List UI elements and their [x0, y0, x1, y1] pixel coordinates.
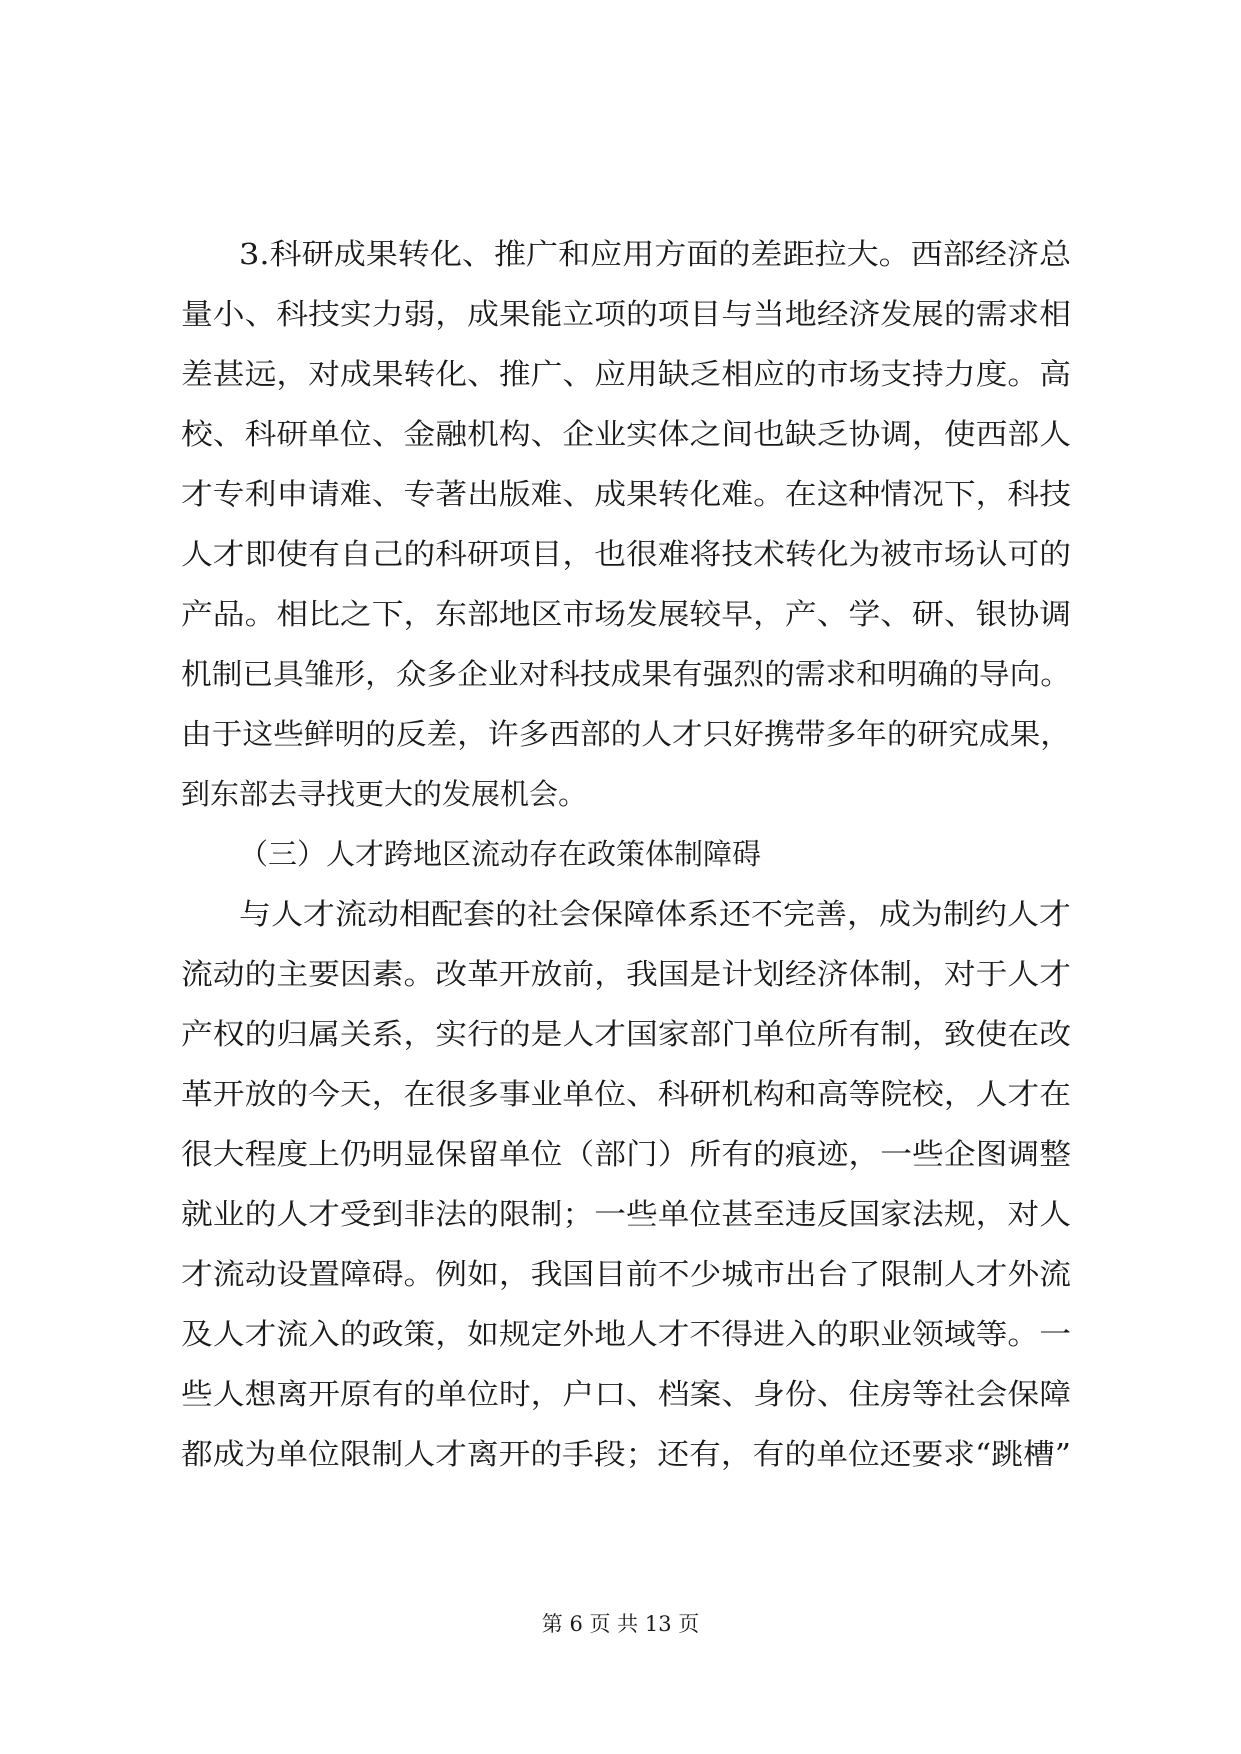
paragraph-line: 才流动设置障碍。例如，我国目前不少城市出台了限制人才外流: [181, 1257, 1071, 1291]
paragraph-line: 就业的人才受到非法的限制；一些单位甚至违反国家法规，对人: [181, 1197, 1071, 1231]
paragraph-2: [181, 884, 1071, 1484]
paragraph-line: 都成为单位限制人才离开的手段；还有，有的单位还要求“跳槽”: [181, 1437, 1071, 1471]
paragraph-line: 由于这些鲜明的反差，许多西部的人才只好携带多年的研究成果，: [181, 717, 1071, 751]
paragraph-line: 产权的归属关系，实行的是人才国家部门单位所有制，致使在改: [181, 1017, 1071, 1051]
paragraph-line: 差甚远，对成果转化、推广、应用缺乏相应的市场支持力度。高: [181, 357, 1071, 391]
paragraph-line: 很大程度上仍明显保留单位（部门）所有的痕迹，一些企图调整: [181, 1137, 1071, 1171]
paragraph-line: 校、科研单位、金融机构、企业实体之间也缺乏协调，使西部人: [181, 417, 1071, 451]
paragraph-line: 量小、科技实力弱，成果能立项的项目与当地经济发展的需求相: [181, 297, 1071, 331]
paragraph-line: 流动的主要因素。改革开放前，我国是计划经济体制，对于人才: [181, 957, 1071, 991]
paragraph-line: 才专利申请难、专著出版难、成果转化难。在这种情况下，科技: [181, 477, 1071, 511]
paragraph-line: 到东部去寻找更大的发展机会。: [181, 777, 588, 811]
paragraph-line: 人才即使有自己的科研项目，也很难将技术转化为被市场认可的: [181, 537, 1071, 571]
paragraph-line: 3.科研成果转化、推广和应用方面的差距拉大。西部经济总: [239, 237, 1071, 271]
paragraph-line: 及人才流入的政策，如规定外地人才不得进入的职业领域等。一: [181, 1317, 1071, 1351]
body-text: [181, 224, 1071, 1484]
paragraph-line: 产品。相比之下，东部地区市场发展较早，产、学、研、银协调: [181, 597, 1071, 631]
paragraph-line: 机制已具雏形，众多企业对科技成果有强烈的需求和明确的导向。: [181, 657, 1071, 691]
paragraph-line: 与人才流动相配套的社会保障体系还不完善，成为制约人才: [239, 897, 1071, 931]
paragraph-line: 些人想离开原有的单位时，户口、档案、身份、住房等社会保障: [181, 1377, 1071, 1411]
section-heading: （三）人才跨地区流动存在政策体制障碍: [239, 837, 762, 871]
paragraph-1: [181, 224, 1071, 824]
page-footer: 第 6 页 共 13 页: [541, 1612, 700, 1636]
paragraph-line: 革开放的今天，在很多事业单位、科研机构和高等院校，人才在: [181, 1077, 1071, 1111]
